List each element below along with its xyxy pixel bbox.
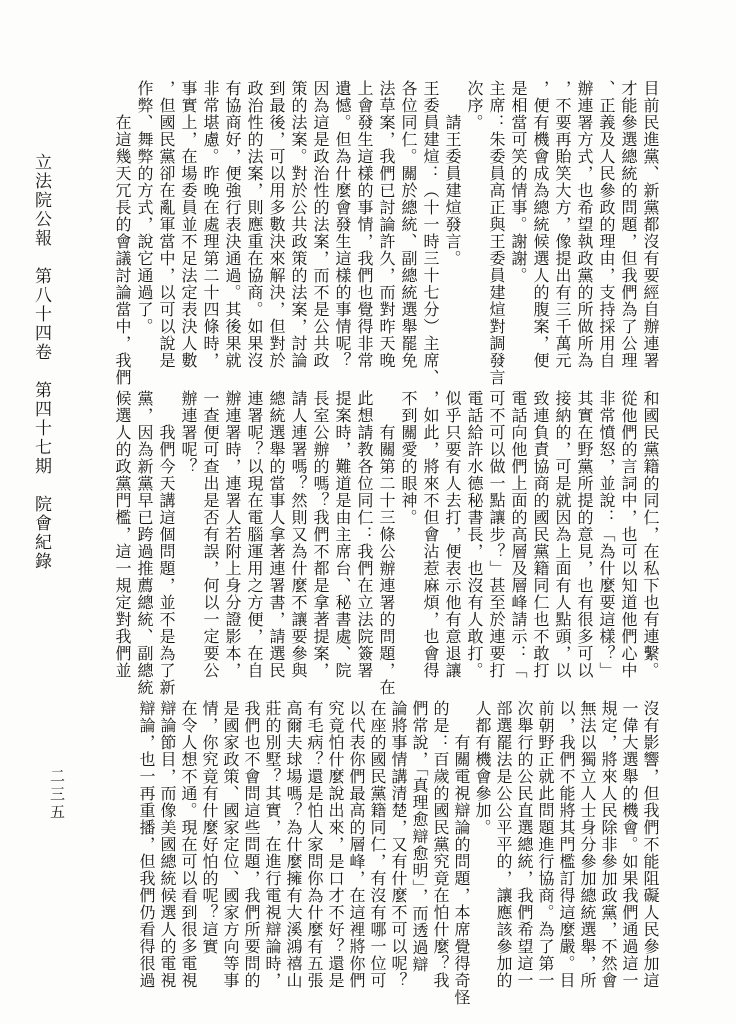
text-column: 到最後，可以用多數決來解決，但對於 xyxy=(267,80,284,369)
text-column: ，如此，將來不但會沾惹麻煩，也會得 xyxy=(421,390,438,679)
text-column: 事實上，在場委員並不足法定表決人數 xyxy=(179,80,196,369)
text-column: 以，我們不能將其門檻訂得這麼嚴。目 xyxy=(557,700,574,989)
text-column: 致連負責協商的國民黨籍同仁也不敢打 xyxy=(531,390,548,679)
text-column: 辯論節目，而像美國總統候選人的電視 xyxy=(158,700,175,989)
text-column: 有毛病？還是怕人家問你為什麼有五張 xyxy=(305,700,322,989)
text-column: 有協商好，便強行表決通過。其後果就 xyxy=(223,80,240,369)
text-column: 論將事情講清楚，又有什麼不可以呢？ xyxy=(389,700,406,989)
text-column: 可不可以做一點讓步？」甚至於連要打 xyxy=(487,390,504,679)
text-column: 黨，因為新黨早已跨過推薦總統、副總統 xyxy=(135,390,152,696)
text-column: ，便有機會成為總統候選人的腹案，便 xyxy=(531,80,548,369)
text-column: ，但國民黨卻在亂軍當中，以可以說是 xyxy=(157,80,174,369)
text-column: 是國家政策、國家定位、國家方向等事 xyxy=(221,700,238,989)
text-column: 在令人想不通。現在可以看到很多電視 xyxy=(179,700,196,989)
text-column: 目前民進黨、新黨都沒有要經自辦連署 xyxy=(641,80,658,369)
text-column: 上會發生這樣的事情，我們也覺得非常 xyxy=(355,80,372,369)
text-column: 此想請教各位同仁：我們在立法院簽署 xyxy=(355,390,372,679)
text-column: 接納的，可是就因為上面有人點頭，以 xyxy=(553,390,570,679)
text-column: 我們也不會問這些問題，我們所要問的 xyxy=(242,700,259,989)
text-column: 在這幾天冗長的會議討論當中，我們 xyxy=(113,114,130,386)
text-column: 次序。 xyxy=(465,80,482,131)
text-column: 似乎只要有人去打，便表示他有意退讓 xyxy=(443,390,460,679)
text-column: 規定，將來人民除非參加政黨，不然會 xyxy=(599,700,616,989)
text-column: 請王委員建煊發言。 xyxy=(443,114,460,267)
text-column: 電話給許水德秘書長，也沒有人敢打。 xyxy=(465,390,482,679)
text-column: 候選人的政黨門檻，這一規定對我們並 xyxy=(113,390,130,679)
text-column: 有關第二十三條公辦連署的問題，在 xyxy=(377,424,394,696)
text-band-bottom xyxy=(135,700,660,1016)
text-column: 無法以獨立人士身分參加總統選舉，所 xyxy=(578,700,595,989)
text-column: 辦連署時，連署人若附上身分證影本， xyxy=(223,390,240,679)
text-column: 非常堪慮。昨晚在處理第二十四條時， xyxy=(201,80,218,369)
text-column: 長室公辦的嗎？我們不都是拿著提案， xyxy=(311,390,328,679)
text-column: 辦連署呢？ xyxy=(179,390,196,475)
text-column: 以代表你們最高的層峰，在這裡將你們 xyxy=(347,700,364,989)
text-column: 前朝野正就此問題進行協商。為了第一 xyxy=(536,700,553,989)
text-column: 辯論，也一再重播，但我們仍看得很過 xyxy=(137,700,154,989)
text-column: 作弊、舞弊的方式，說它通過了。 xyxy=(135,80,152,335)
text-column: 一查便可查出是否有誤，何以一定要公 xyxy=(201,390,218,679)
text-column: 情，你究竟有什麼好怕的呢？這實 xyxy=(200,700,217,955)
text-column: 主席：朱委員高正與王委員建煊對調發言 xyxy=(487,80,504,386)
gazette-running-title: 立法院公報 第八十四卷 第四十七期 院會紀錄 xyxy=(32,153,51,571)
text-column: 才能參選總統的問題，但我們為了公理 xyxy=(619,80,636,369)
text-column: 次舉行的公民直選總統，我們希望這一 xyxy=(515,700,532,989)
text-column: 在座的國民黨籍同仁，有沒有哪一位可 xyxy=(368,700,385,989)
text-column: 政治性的法案，則應重在協商。如果沒 xyxy=(245,80,262,369)
text-column: 高爾夫球場嗎？為什麼擁有大溪鴻禧山 xyxy=(284,700,301,989)
text-column: 辦連署方式，也希望執政黨的所做所為 xyxy=(575,80,592,369)
text-column: 其實在野黨所提的意見，也有很多可以 xyxy=(575,390,592,679)
text-column: 遺憾。但為什麼會發生這樣的事情呢？ xyxy=(333,80,350,369)
text-column: 法草案，我們已討論許久，而對昨天晚 xyxy=(377,80,394,369)
text-column: 各位同仁。關於總統、副總統選舉罷免 xyxy=(399,80,416,369)
text-column: 電話向他們上面的高層及層峰請示：「 xyxy=(509,390,526,679)
text-column: 從他們的言詞中，也可以知道他們心中 xyxy=(619,390,636,679)
text-band-top xyxy=(110,80,660,396)
text-column: 王委員建煊：（十一時三十七分）主席、 xyxy=(421,80,438,386)
text-column: 非常憤怒，並說：「為什麼要這樣？」 xyxy=(597,390,614,679)
text-column: 是相當可笑的情事。謝謝。 xyxy=(509,80,526,284)
text-column: 一偉大選舉的機會。如果我們通過這一 xyxy=(620,700,637,989)
text-band-middle xyxy=(110,390,660,706)
text-column: 我們今天講這個問題，並不是為了新 xyxy=(157,424,174,696)
text-column: 究竟怕什麼說出來，是口才不好？還是 xyxy=(326,700,343,989)
page-number: 二三五 xyxy=(48,768,64,822)
text-column: 有關電視辯論的問題，本席覺得奇怪 xyxy=(452,734,469,1006)
text-column: 莊的別墅？其實，在進行電視辯論時， xyxy=(263,700,280,989)
text-column: 和國民黨籍的同仁，在私下也有連繫。 xyxy=(641,390,658,679)
text-column: 因為這是政治性的法案，而不是公共政 xyxy=(311,80,328,369)
text-column: ，不要再貽笑大方，像提出有三千萬元 xyxy=(553,80,570,369)
text-column: 總統選舉的當事人拿著連署書，請選民 xyxy=(267,390,284,679)
text-column: 、正義及人民參政的理由，支持採用自 xyxy=(597,80,614,369)
text-column: 沒有影響，但我們不能阻礙人民參加這 xyxy=(641,700,658,989)
text-column: 連署呢？以現在電腦運用之方便，在自 xyxy=(245,390,262,679)
text-column: 不到關愛的眼神。 xyxy=(399,390,416,526)
text-column: 人都有機會參加。 xyxy=(473,700,490,836)
text-column: 請人連署嗎？然則又為什麼不讓要參與 xyxy=(289,390,306,679)
text-column: 的是：百歲的國民黨究竟在怕什麼？我 xyxy=(431,700,448,989)
text-column: 們常說，「真理愈辯愈明」，而透過辯 xyxy=(410,700,427,973)
text-column: 策的法案。對於公共政策的法案，討論 xyxy=(289,80,306,369)
text-column: 提案時，難道是由主席台、秘書處、院 xyxy=(333,390,350,679)
text-column: 部選罷法是公公平平的，讓應該參加的 xyxy=(494,700,511,989)
